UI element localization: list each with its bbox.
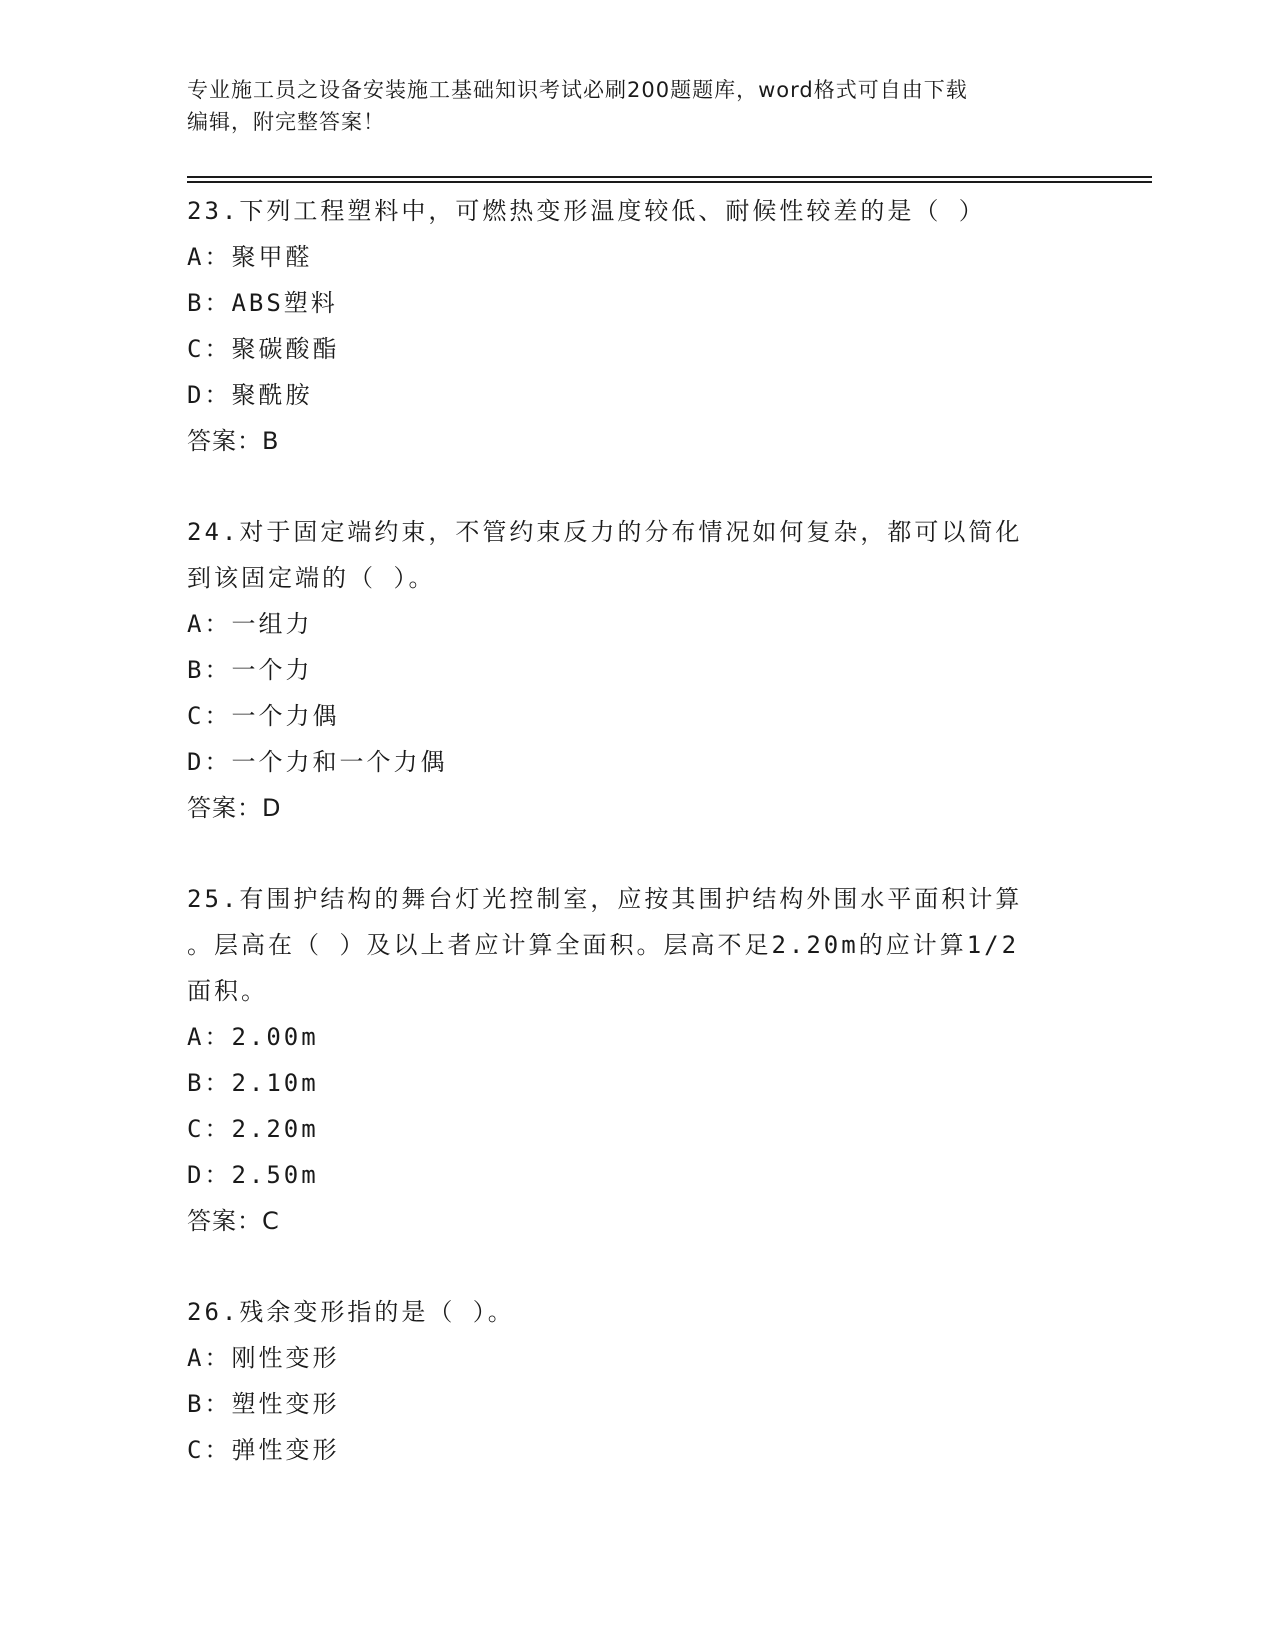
question-text: 25.有围护结构的舞台灯光控制室，应按其围护结构外围水平面积计算: [187, 885, 1023, 913]
option-c: C：一个力偶: [187, 702, 340, 730]
header-line-1: 专业施工员之设备安装施工基础知识考试必刷200题题库，word格式可自由下载: [187, 78, 968, 102]
question-list: [187, 188, 1087, 1473]
answer-line: 答案：B: [187, 427, 280, 455]
option-a: A：聚甲醛: [187, 243, 313, 271]
answer-line: 答案：C: [187, 1207, 280, 1235]
option-a: A：2.00m: [187, 1023, 319, 1051]
option-c: C：2.20m: [187, 1115, 319, 1143]
question-26: [187, 1289, 1087, 1473]
option-b: B：一个力: [187, 656, 313, 684]
question-24: [187, 509, 1087, 831]
question-text: 23.下列工程塑料中，可燃热变形温度较低、耐候性较差的是（ ）: [187, 197, 986, 225]
question-text: 24.对于固定端约束，不管约束反力的分布情况如何复杂，都可以简化: [187, 518, 1023, 546]
option-d: D：2.50m: [187, 1161, 319, 1189]
option-a: A：一组力: [187, 610, 313, 638]
option-d: D：一个力和一个力偶: [187, 748, 448, 776]
option-c: C：弹性变形: [187, 1436, 340, 1464]
question-text: 26.残余变形指的是（ ）。: [187, 1298, 515, 1326]
question-text-continued: 到该固定端的（ ）。: [187, 564, 436, 592]
document-header: [187, 74, 1067, 138]
header-line-2: 编辑，附完整答案！: [187, 110, 385, 134]
question-25: [187, 876, 1087, 1244]
header-divider-bottom: [187, 181, 1152, 183]
header-divider-top: [187, 176, 1152, 178]
question-text-continued: 。层高在（ ）及以上者应计算全面积。层高不足2.20m的应计算1/2: [187, 931, 1020, 959]
question-23: [187, 188, 1087, 464]
option-b: B：塑性变形: [187, 1390, 340, 1418]
question-text-continued: 面积。: [187, 977, 268, 1005]
option-b: B：2.10m: [187, 1069, 319, 1097]
option-a: A：刚性变形: [187, 1344, 340, 1372]
option-c: C：聚碳酸酯: [187, 335, 340, 363]
option-b: B：ABS塑料: [187, 289, 338, 317]
option-d: D：聚酰胺: [187, 381, 313, 409]
answer-line: 答案：D: [187, 794, 282, 822]
